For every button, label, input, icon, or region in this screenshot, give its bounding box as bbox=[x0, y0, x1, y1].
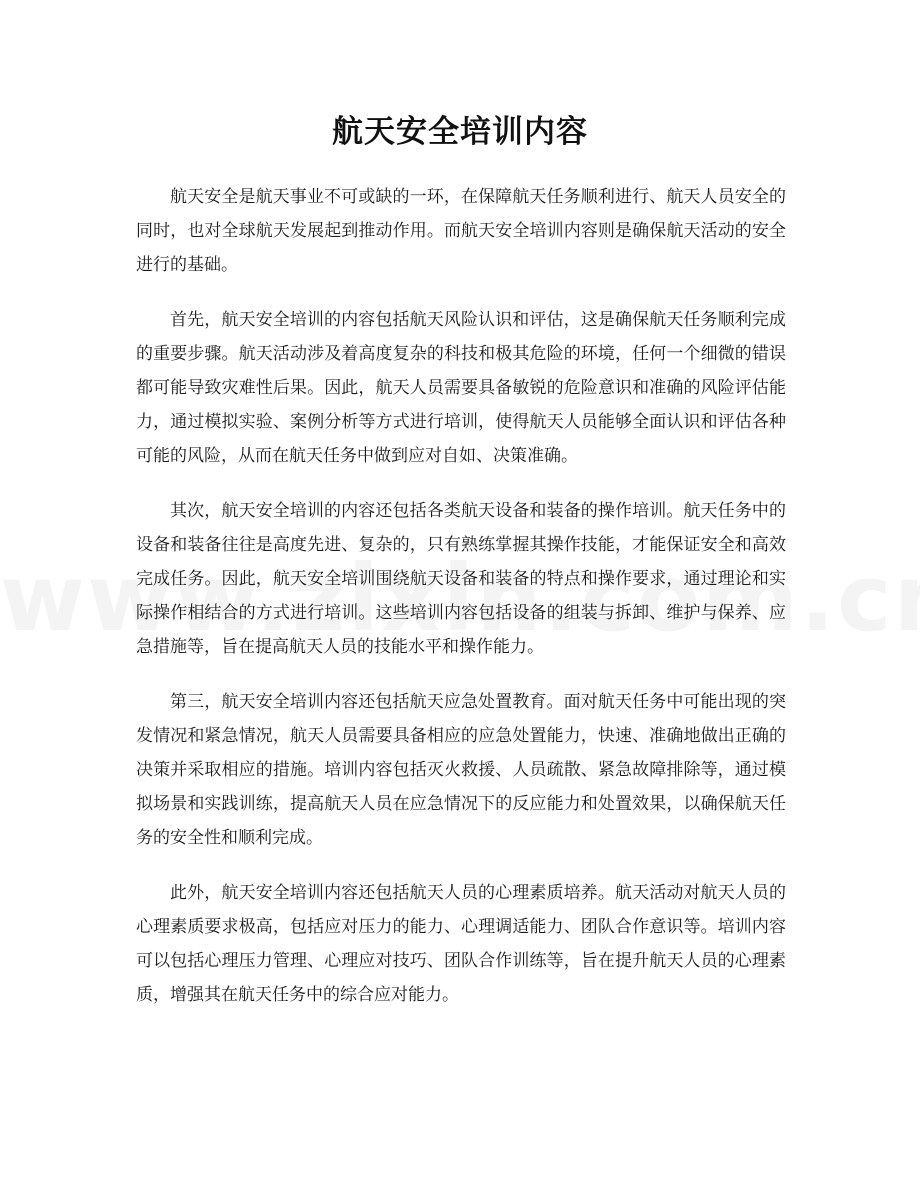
paragraph-psychological-training: 此外，航天安全培训内容还包括航天人员的心理素质培养。航天活动对航天人员的心理素质要求极高，包括应对压力的能力、心理调适能力、团队合作意识等。培训内容可以包括心理压力管理、心理应对技巧、团队合作训练等，旨在提升航天人员的心理素质，增强其在航天任务中的综合应对能力。 bbox=[136, 883, 786, 1005]
document-body bbox=[136, 180, 786, 1033]
paragraph-equipment-training: 其次，航天安全培训的内容还包括各类航天设备和装备的操作培训。航天任务中的设备和装备往往是高度先进、复杂的，只有熟练掌握其操作技能，才能保证安全和高效完成任务。因此，航天安全培训围绕航天设备和装备的特点和操作要求，通过理论和实际操作相结合的方式进行培训。这些培训内容包括设备的组装与拆卸、维护与保养、应急措施等，旨在提高航天人员的技能水平和操作能力。 bbox=[136, 501, 786, 657]
paragraph-emergency-response: 第三，航天安全培训内容还包括航天应急处置教育。面对航天任务中可能出现的突发情况和紧急情况，航天人员需要具备相应的应急处置能力，快速、准确地做出正确的决策并采取相应的措施。培训内容包括灭火救援、人员疏散、紧急故障排除等，通过模拟场景和实践训练，提高航天人员在应急情况下的反应能力和处置效果，以确保航天任务的安全性和顺利完成。 bbox=[136, 692, 786, 848]
document-title: 航天安全培训内容 bbox=[332, 114, 588, 150]
paragraph-intro: 航天安全是航天事业不可或缺的一环，在保障航天任务顺利进行、航天人员安全的同时，也对全球航天发展起到推动作用。而航天安全培训内容则是确保航天活动的安全进行的基础。 bbox=[136, 187, 786, 275]
paragraph-risk-assessment: 首先，航天安全培训的内容包括航天风险认识和评估，这是确保航天任务顺利完成的重要步骤。航天活动涉及着高度复杂的科技和极其危险的环境，任何一个细微的错误都可能导致灾难性后果。因此，航天人员需要具备敏锐的危险意识和准确的风险评估能力，通过模拟实验、案例分析等方式进行培训，使得航天人员能够全面认识和评估各种可能的风险，从而在航天任务中做到应对自如、决策准确。 bbox=[136, 310, 786, 466]
